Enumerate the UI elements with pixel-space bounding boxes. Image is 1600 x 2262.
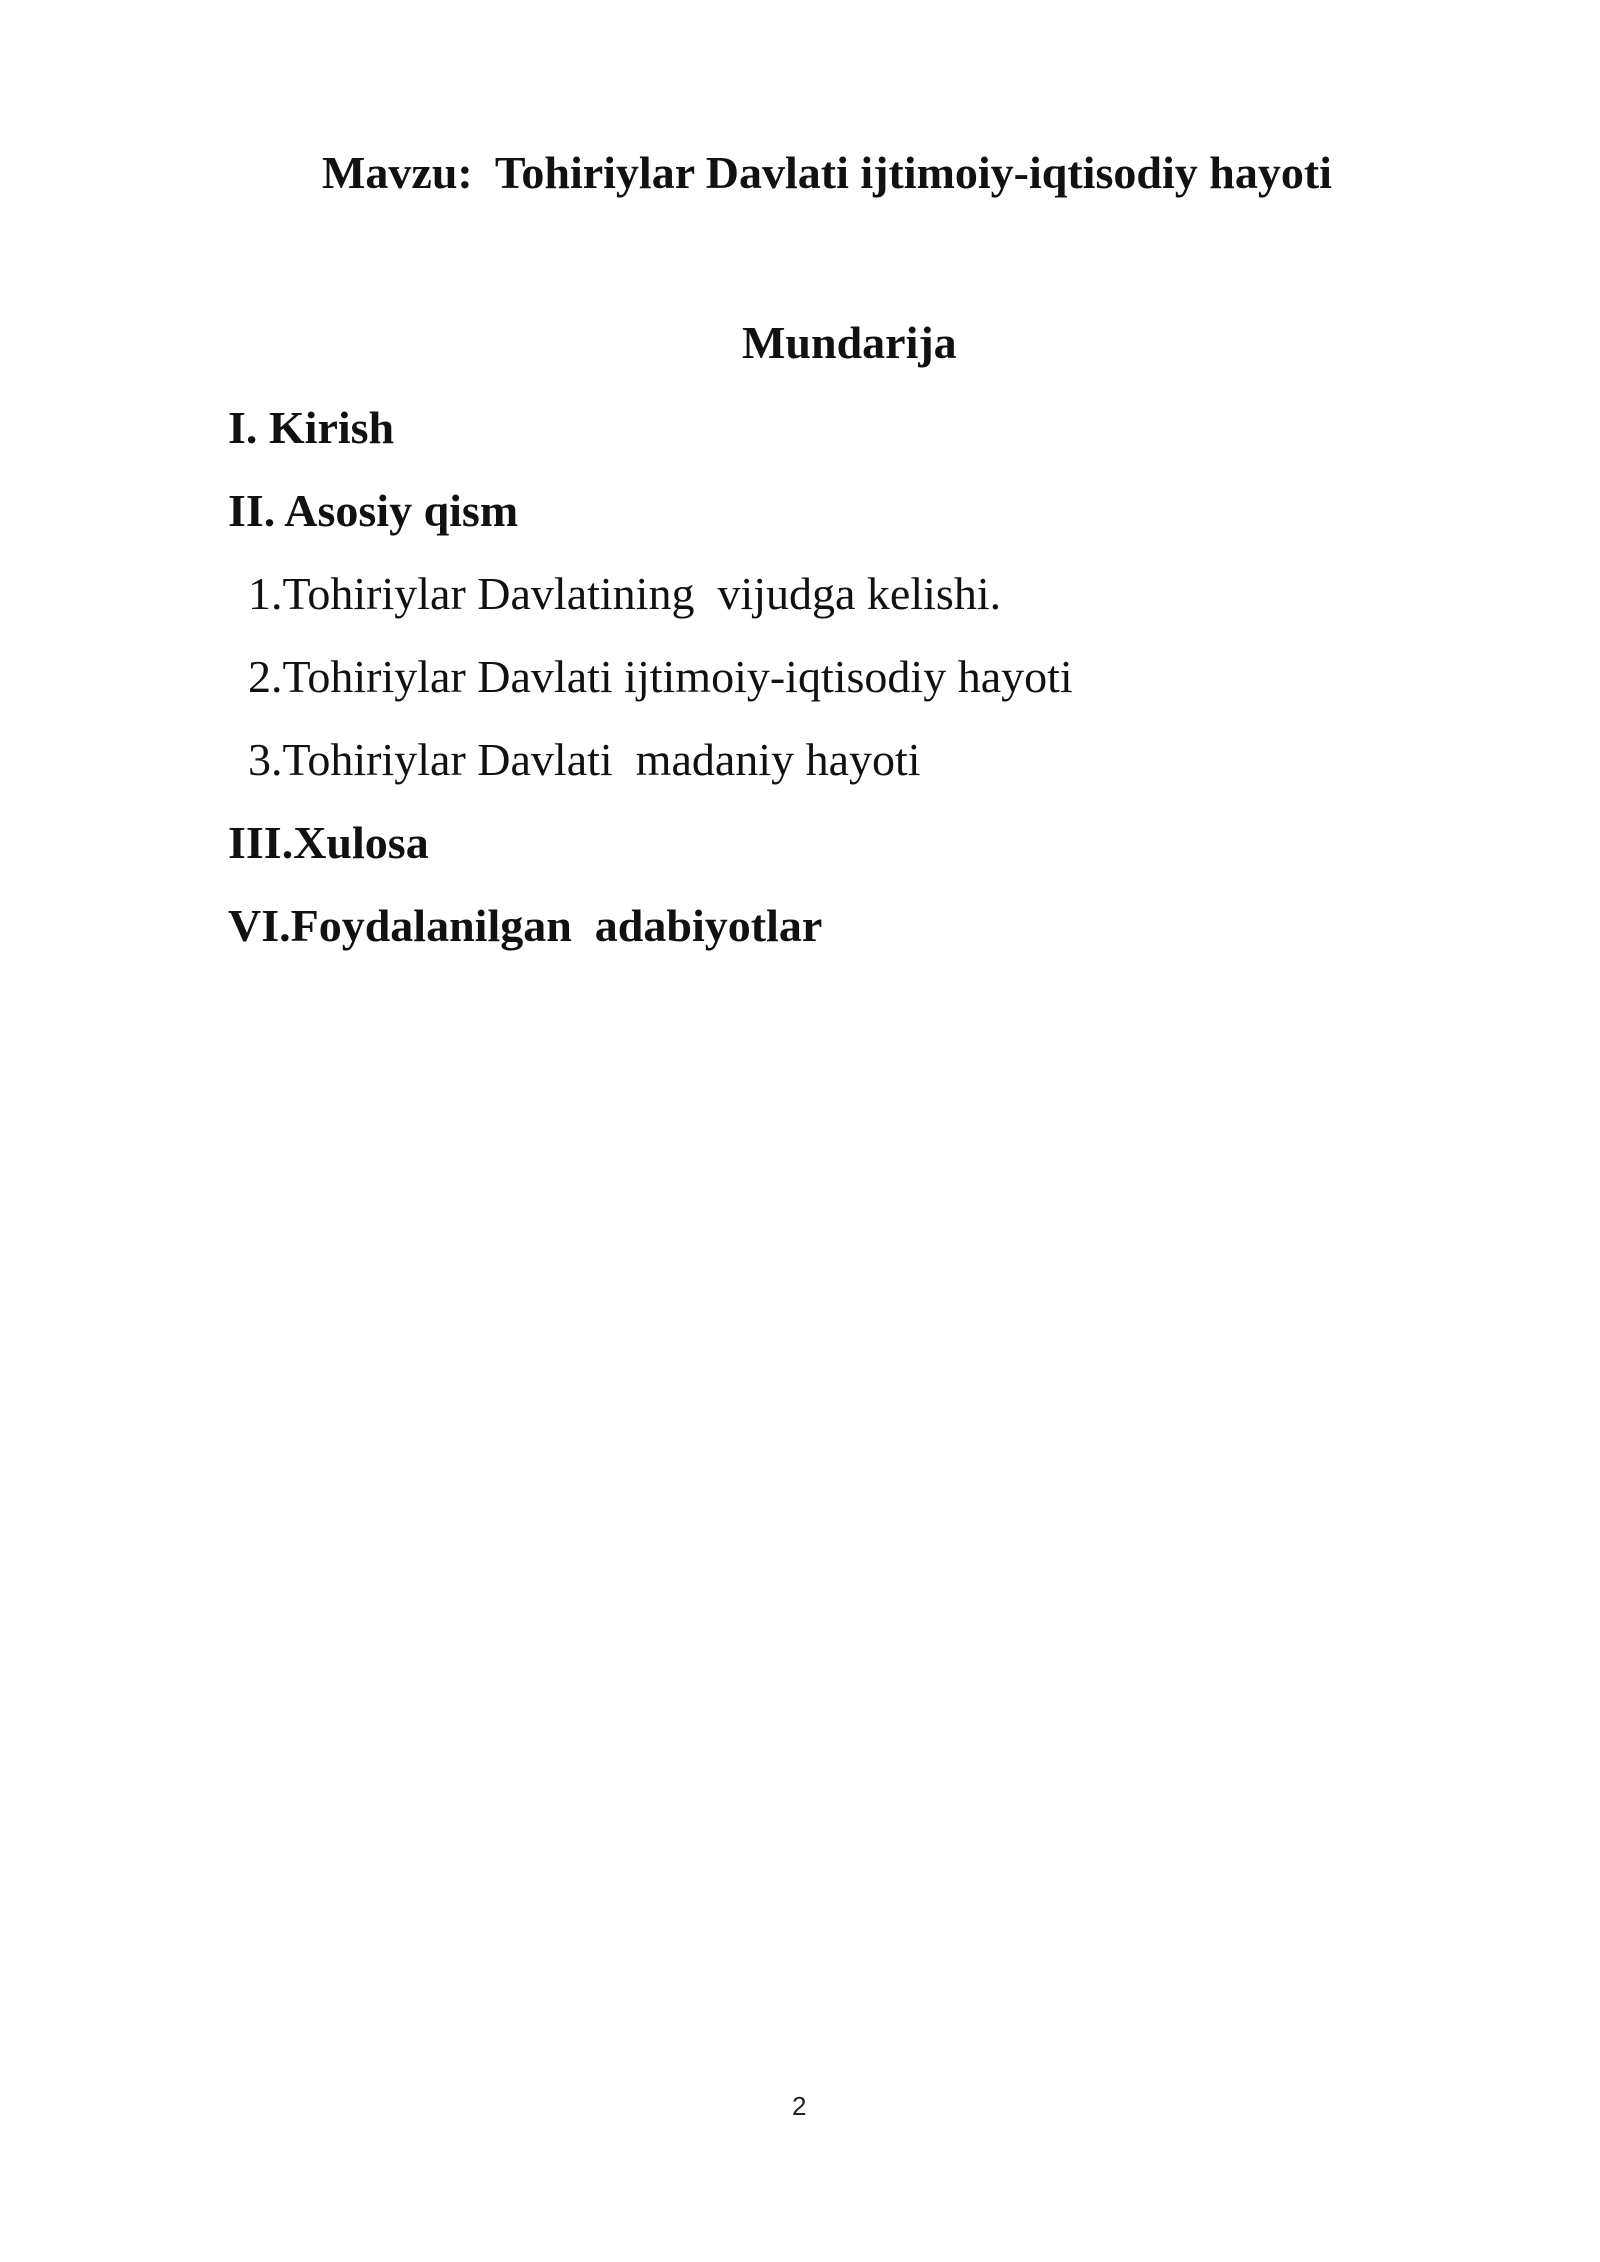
toc-item-adabiyotlar: VI.Foydalanilgan adabiyotlar [228,900,823,951]
toc-subitem-2: 2.Tohiriylar Davlati ijtimoiy-iqtisodiy hayoti [248,651,1073,702]
page-title: Mavzu: Tohiriylar Davlati ijtimoiy-iqtisodiy hayoti [322,147,1332,198]
toc-item-xulosa: III.Xulosa [228,817,429,868]
toc-item-kirish: I. Kirish [228,402,395,453]
page-number: 2 [792,2091,807,2121]
toc-subitem-1: 1.Tohiriylar Davlatining vijudga kelishi. [248,568,1002,619]
toc-subitem-3: 3.Tohiriylar Davlati madaniy hayoti [248,734,921,785]
toc-heading: Mundarija [742,317,957,368]
toc-item-asosiy-qism: II. Asosiy qism [228,485,519,536]
